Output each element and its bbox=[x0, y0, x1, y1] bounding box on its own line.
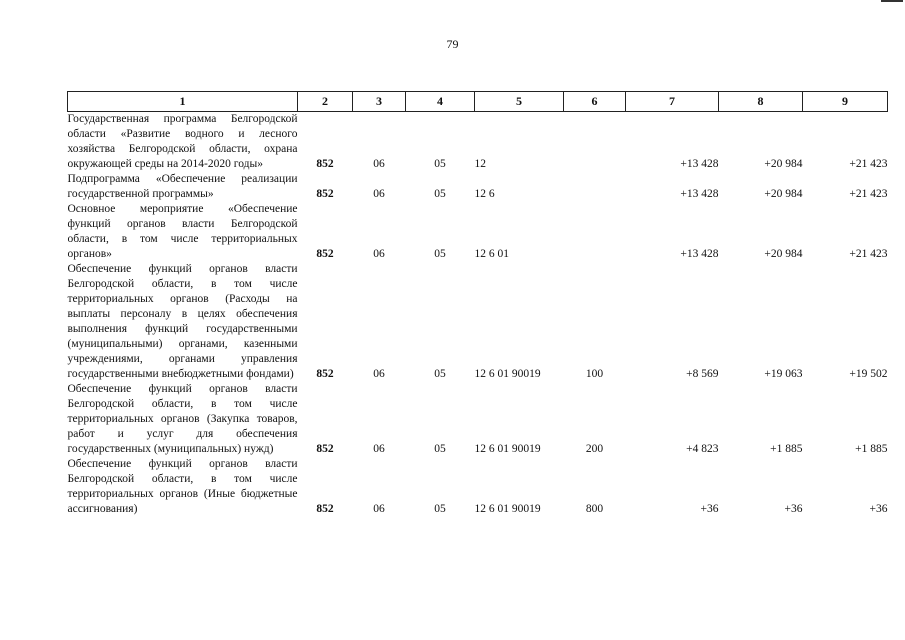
row-description: Подпрограмма «Обеспечение реализации государственной программы» bbox=[67, 173, 298, 200]
table-header bbox=[68, 92, 888, 112]
row-target-article: 12 6 01 bbox=[474, 248, 509, 260]
row-target-article: 12 bbox=[474, 158, 486, 170]
row-subsection: 05 bbox=[434, 503, 446, 515]
row-amount-1: +36 bbox=[700, 503, 719, 515]
row-amount-1: +8 569 bbox=[686, 368, 719, 380]
table-row bbox=[68, 382, 888, 457]
header-col-3: 3 bbox=[353, 92, 406, 112]
row-admin-code: 852 bbox=[316, 248, 334, 260]
row-amount-3: +19 502 bbox=[849, 368, 888, 380]
row-admin-code: 852 bbox=[316, 158, 334, 170]
row-admin-code: 852 bbox=[316, 368, 334, 380]
row-amount-1: +13 428 bbox=[680, 158, 719, 170]
page-number: 79 bbox=[446, 37, 459, 51]
table-body bbox=[68, 112, 888, 518]
row-target-article: 12 6 01 90019 bbox=[474, 503, 541, 515]
row-section: 06 bbox=[373, 248, 385, 260]
row-admin-code: 852 bbox=[316, 443, 334, 455]
row-expense-type: 100 bbox=[585, 368, 604, 380]
row-amount-1: +13 428 bbox=[680, 248, 719, 260]
row-expense-type bbox=[564, 172, 626, 202]
row-amount-2: +20 984 bbox=[764, 188, 803, 200]
row-description: Обеспечение функций органов власти Белгородской области, в том числе территориальных органов (Закупка товаров, работ и услуг для обеспечения государственных (муниципальных) нужд) bbox=[67, 383, 298, 455]
row-subsection: 05 bbox=[434, 248, 446, 260]
row-amount-2: +36 bbox=[784, 503, 803, 515]
row-section: 06 bbox=[373, 503, 385, 515]
row-section: 06 bbox=[373, 158, 385, 170]
budget-table bbox=[67, 91, 888, 517]
header-col-1: 1 bbox=[68, 92, 298, 112]
row-amount-3: +21 423 bbox=[849, 188, 888, 200]
table-row bbox=[68, 112, 888, 173]
row-description: Обеспечение функций органов власти Белгородской области, в том числе территориальных органов (Расходы на выплаты персоналу в целях обеспечения выполнения функций государственными (муниципальными) органами, казенными учреждениями, органами управления государственными внебюджетными фондами) bbox=[67, 263, 298, 380]
table-row bbox=[68, 202, 888, 262]
table-row bbox=[68, 172, 888, 202]
row-expense-type bbox=[564, 112, 626, 173]
header-col-5: 5 bbox=[475, 92, 564, 112]
row-expense-type: 800 bbox=[585, 503, 604, 515]
row-amount-2: +20 984 bbox=[764, 158, 803, 170]
header-row bbox=[68, 92, 888, 112]
row-amount-2: +1 885 bbox=[770, 443, 803, 455]
row-expense-type bbox=[564, 202, 626, 262]
row-amount-3: +1 885 bbox=[855, 443, 888, 455]
row-amount-2: +19 063 bbox=[764, 368, 803, 380]
row-admin-code: 852 bbox=[316, 188, 334, 200]
row-amount-3: +36 bbox=[869, 503, 888, 515]
table-row bbox=[68, 457, 888, 517]
row-amount-1: +4 823 bbox=[686, 443, 719, 455]
header-col-7: 7 bbox=[626, 92, 719, 112]
row-subsection: 05 bbox=[434, 158, 446, 170]
row-section: 06 bbox=[373, 188, 385, 200]
corner-scan-mark bbox=[881, 0, 903, 2]
row-section: 06 bbox=[373, 443, 385, 455]
row-amount-1: +13 428 bbox=[680, 188, 719, 200]
row-admin-code: 852 bbox=[316, 503, 334, 515]
row-description: Государственная программа Белгородской области «Развитие водного и лесного хозяйства Белгородской области, охрана окружающей среды на 2014-2020 годы» bbox=[67, 113, 298, 170]
row-target-article: 12 6 bbox=[474, 188, 495, 200]
header-col-8: 8 bbox=[719, 92, 803, 112]
header-col-9: 9 bbox=[803, 92, 888, 112]
row-amount-2: +20 984 bbox=[764, 248, 803, 260]
row-subsection: 05 bbox=[434, 188, 446, 200]
row-subsection: 05 bbox=[434, 368, 446, 380]
row-description: Основное мероприятие «Обеспечение функций органов власти Белгородской области, в том числе территориальных органов» bbox=[67, 203, 298, 260]
row-target-article: 12 6 01 90019 bbox=[474, 443, 541, 455]
header-col-6: 6 bbox=[564, 92, 626, 112]
row-amount-3: +21 423 bbox=[849, 248, 888, 260]
row-section: 06 bbox=[373, 368, 385, 380]
table-row bbox=[68, 262, 888, 382]
row-description: Обеспечение функций органов власти Белгородской области, в том числе территориальных органов (Иные бюджетные ассигнования) bbox=[67, 458, 298, 515]
row-expense-type: 200 bbox=[585, 443, 604, 455]
row-target-article: 12 6 01 90019 bbox=[474, 368, 541, 380]
row-amount-3: +21 423 bbox=[849, 158, 888, 170]
header-col-2: 2 bbox=[298, 92, 353, 112]
row-subsection: 05 bbox=[434, 443, 446, 455]
header-col-4: 4 bbox=[406, 92, 475, 112]
